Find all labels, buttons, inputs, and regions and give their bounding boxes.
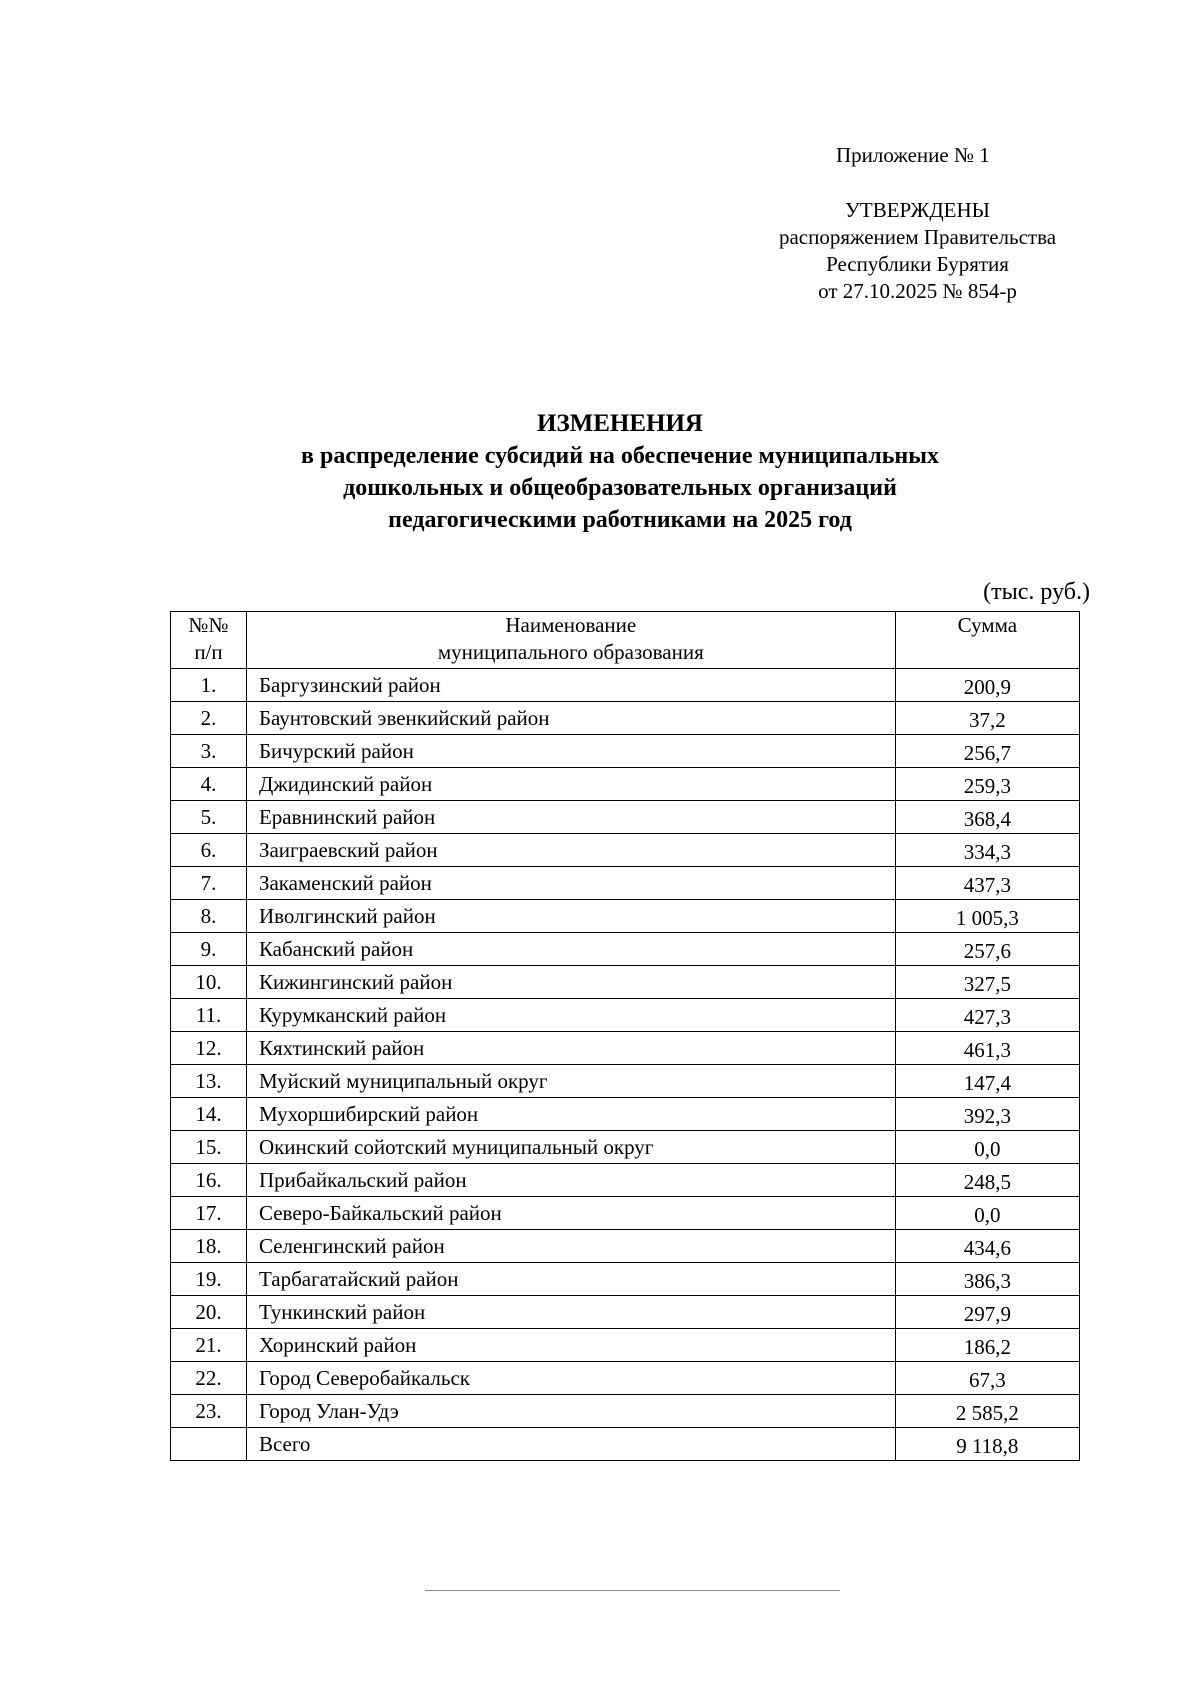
title-line-2: в распределение субсидий на обеспечение муниципальных: [301, 443, 939, 469]
table-row: [171, 999, 1080, 1032]
row-municipality: Курумканский район: [246, 999, 895, 1032]
approval-block: [740, 142, 1095, 305]
title-line-1: ИЗМЕНЕНИЯ: [537, 410, 703, 437]
row-municipality: Тункинский район: [246, 1296, 895, 1329]
row-sum: 0,0: [895, 1131, 1079, 1164]
table-header-row: [171, 612, 1080, 669]
row-number: 15.: [171, 1131, 247, 1164]
title-line-4: педагогическими работниками на 2025 год: [388, 507, 852, 533]
row-sum: 434,6: [895, 1230, 1079, 1263]
row-number: 23.: [171, 1395, 247, 1428]
row-sum: 147,4: [895, 1065, 1079, 1098]
table-row: [171, 1197, 1080, 1230]
row-sum: 461,3: [895, 1032, 1079, 1065]
row-sum: 334,3: [895, 834, 1079, 867]
table-row: [171, 1065, 1080, 1098]
row-sum: 297,9: [895, 1296, 1079, 1329]
row-municipality: Селенгинский район: [246, 1230, 895, 1263]
row-number: 9.: [171, 933, 247, 966]
row-municipality: Хоринский район: [246, 1329, 895, 1362]
row-number: 22.: [171, 1362, 247, 1395]
table-row: [171, 1032, 1080, 1065]
row-municipality: Баунтовский эвенкийский район: [246, 702, 895, 735]
row-municipality: Окинский сойотский муниципальный округ: [246, 1131, 895, 1164]
row-sum: 67,3: [895, 1362, 1079, 1395]
table-row: [171, 933, 1080, 966]
table-row: [171, 669, 1080, 702]
row-sum: 386,3: [895, 1263, 1079, 1296]
appendix-label: Приложение № 1: [836, 143, 990, 167]
table-row: [171, 801, 1080, 834]
table-row: [171, 1395, 1080, 1428]
row-sum: 2 585,2: [895, 1395, 1079, 1428]
row-sum: 259,3: [895, 768, 1079, 801]
row-municipality: Кабанский район: [246, 933, 895, 966]
table-row: [171, 1131, 1080, 1164]
table-row: [171, 1296, 1080, 1329]
table-row: [171, 1164, 1080, 1197]
document-title: [150, 408, 1090, 536]
row-municipality: Кижингинский район: [246, 966, 895, 999]
row-sum: 0,0: [895, 1197, 1079, 1230]
table-row: [171, 1263, 1080, 1296]
row-number: 20.: [171, 1296, 247, 1329]
row-municipality: Кяхтинский район: [246, 1032, 895, 1065]
table-row: [171, 1230, 1080, 1263]
row-sum: 437,3: [895, 867, 1079, 900]
table-row: [171, 834, 1080, 867]
header-number-line-1: №№: [188, 613, 229, 637]
row-municipality: Прибайкальский район: [246, 1164, 895, 1197]
row-municipality: Мухоршибирский район: [246, 1098, 895, 1131]
row-sum: 392,3: [895, 1098, 1079, 1131]
table-row: [171, 900, 1080, 933]
row-number: 8.: [171, 900, 247, 933]
row-municipality: Северо-Байкальский район: [246, 1197, 895, 1230]
row-municipality: Еравнинский район: [246, 801, 895, 834]
table-row: [171, 1098, 1080, 1131]
row-number: 17.: [171, 1197, 247, 1230]
row-number: 2.: [171, 702, 247, 735]
table-row: [171, 1329, 1080, 1362]
header-name: [246, 612, 895, 669]
table-row: [171, 768, 1080, 801]
header-number-line-2: п/п: [194, 640, 223, 664]
row-number: 10.: [171, 966, 247, 999]
approval-line-1: распоряжением Правительства: [778, 225, 1057, 249]
approval-line-2: Республики Бурятия: [826, 252, 1009, 276]
row-number: 7.: [171, 867, 247, 900]
row-sum: 368,4: [895, 801, 1079, 834]
table-body: [171, 669, 1080, 1461]
row-number: 12.: [171, 1032, 247, 1065]
row-municipality: Закаменский район: [246, 867, 895, 900]
row-municipality: Баргузинский район: [246, 669, 895, 702]
row-municipality: Бичурский район: [246, 735, 895, 768]
row-sum: 200,9: [895, 669, 1079, 702]
row-number: 5.: [171, 801, 247, 834]
row-number: 13.: [171, 1065, 247, 1098]
table-row: [171, 735, 1080, 768]
row-number: 6.: [171, 834, 247, 867]
header-name-line-2: муниципального образования: [437, 640, 704, 664]
approved-label: УТВЕРЖДЕНЫ: [845, 198, 990, 222]
total-row: [171, 1428, 1080, 1461]
row-sum: 186,2: [895, 1329, 1079, 1362]
header-number: [171, 612, 247, 669]
row-number: 14.: [171, 1098, 247, 1131]
row-municipality: Город Северобайкальск: [246, 1362, 895, 1395]
row-sum: 248,5: [895, 1164, 1079, 1197]
header-sum: [895, 612, 1079, 669]
table-row: [171, 867, 1080, 900]
row-municipality: Джидинский район: [246, 768, 895, 801]
row-number: 18.: [171, 1230, 247, 1263]
row-sum: 327,5: [895, 966, 1079, 999]
subsidy-table: [170, 611, 1080, 1461]
row-number: 1.: [171, 669, 247, 702]
table-row: [171, 702, 1080, 735]
row-sum: 37,2: [895, 702, 1079, 735]
units-label: (тыс. руб.): [983, 579, 1090, 605]
row-sum: 257,6: [895, 933, 1079, 966]
approval-line-3: от 27.10.2025 № 854-р: [818, 279, 1017, 303]
row-municipality: Город Улан-Удэ: [246, 1395, 895, 1428]
row-sum: 1 005,3: [895, 900, 1079, 933]
row-number: 11.: [171, 999, 247, 1032]
row-number: 16.: [171, 1164, 247, 1197]
row-number: 3.: [171, 735, 247, 768]
title-line-3: дошкольных и общеобразовательных организаций: [343, 475, 897, 501]
header-name-line-1: Наименование: [505, 613, 637, 637]
row-sum: 9 118,8: [895, 1428, 1079, 1461]
header-sum-label: Сумма: [957, 613, 1018, 637]
table-row: [171, 1362, 1080, 1395]
footer-divider: [425, 1590, 840, 1591]
table-row: [171, 966, 1080, 999]
row-number: 21.: [171, 1329, 247, 1362]
row-municipality: Заиграевский район: [246, 834, 895, 867]
row-sum: 256,7: [895, 735, 1079, 768]
row-number: 4.: [171, 768, 247, 801]
row-municipality: Всего: [246, 1428, 895, 1461]
row-municipality: Муйский муниципальный округ: [246, 1065, 895, 1098]
row-municipality: Тарбагатайский район: [246, 1263, 895, 1296]
row-municipality: Иволгинский район: [246, 900, 895, 933]
row-number: 19.: [171, 1263, 247, 1296]
row-number: [171, 1428, 247, 1461]
row-sum: 427,3: [895, 999, 1079, 1032]
